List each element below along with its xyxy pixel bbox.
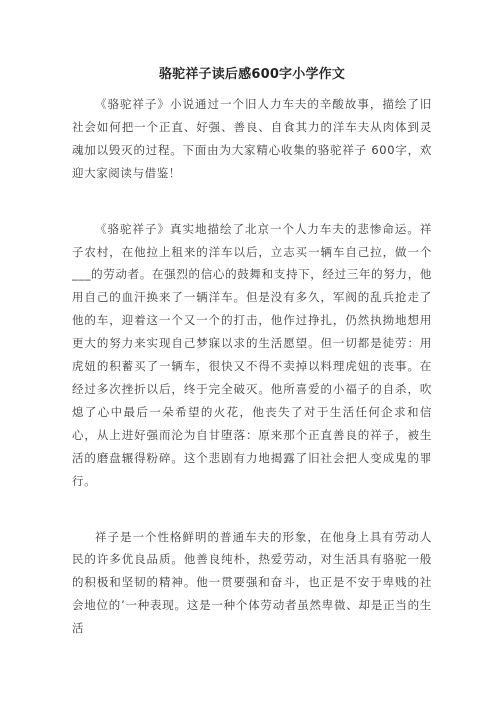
paragraph-intro: 《骆驼祥子》小说通过一个旧人力车夫的辛酸故事，描绘了旧社会如何把一个正直、好强、善良、自食其力的洋车夫从肉体到灵魂加以毁灭的过程。下面由为大家精心收集的骆驼祥子 600字，欢迎大家阅读与借鉴！ xyxy=(72,97,432,180)
paragraph-body-1: 《骆驼祥子》真实地描绘了北京一个人力车夫的悲惨命运。祥子农村，在他拉上租来的洋车以后，立志买一辆车自己拉，做一个___的劳动者。在强烈的信心的鼓舞和支持下，经过三年的努力，他用自己的血汗换来了一辆洋车。但是没有多久，军阀的乱兵抢走了他的车，迎着这一个又一个的打击，他作过挣扎，仍然执拗地想用更大的努力来实现自己梦寐以求的生活愿望。但一切都是徒劳：用虎妞的积蓄买了一辆车，很快又不得不卖掉以料理虎妞的丧事。在经过多次挫折以后，终于完全破灭。他所喜爱的小福子的自杀，吹熄了心中最后一朵希望的火花，他丧失了对于生活任何企求和信心，从上进好强而沦为自甘堕落：原来那个正直善良的祥子，被生活的磨盘辗得粉碎。这个悲剧有力地揭露了旧社会把人变成鬼的罪行。 xyxy=(72,221,432,488)
paragraph-body-2: 祥子是一个性格鲜明的普通车夫的形象，在他身上具有劳动人民的许多优良品质。他善良纯朴，热爱劳动，对生活具有骆驼一般的积极和坚韧的精神。他一贯要强和奋斗，也正是不安于卑贱的社会地位的’一种表现。这是一种个体劳动者虽然卑微、却是正当的生活 xyxy=(72,529,432,636)
document-title: 骆驼祥子读后感600字小学作文 xyxy=(158,67,346,82)
